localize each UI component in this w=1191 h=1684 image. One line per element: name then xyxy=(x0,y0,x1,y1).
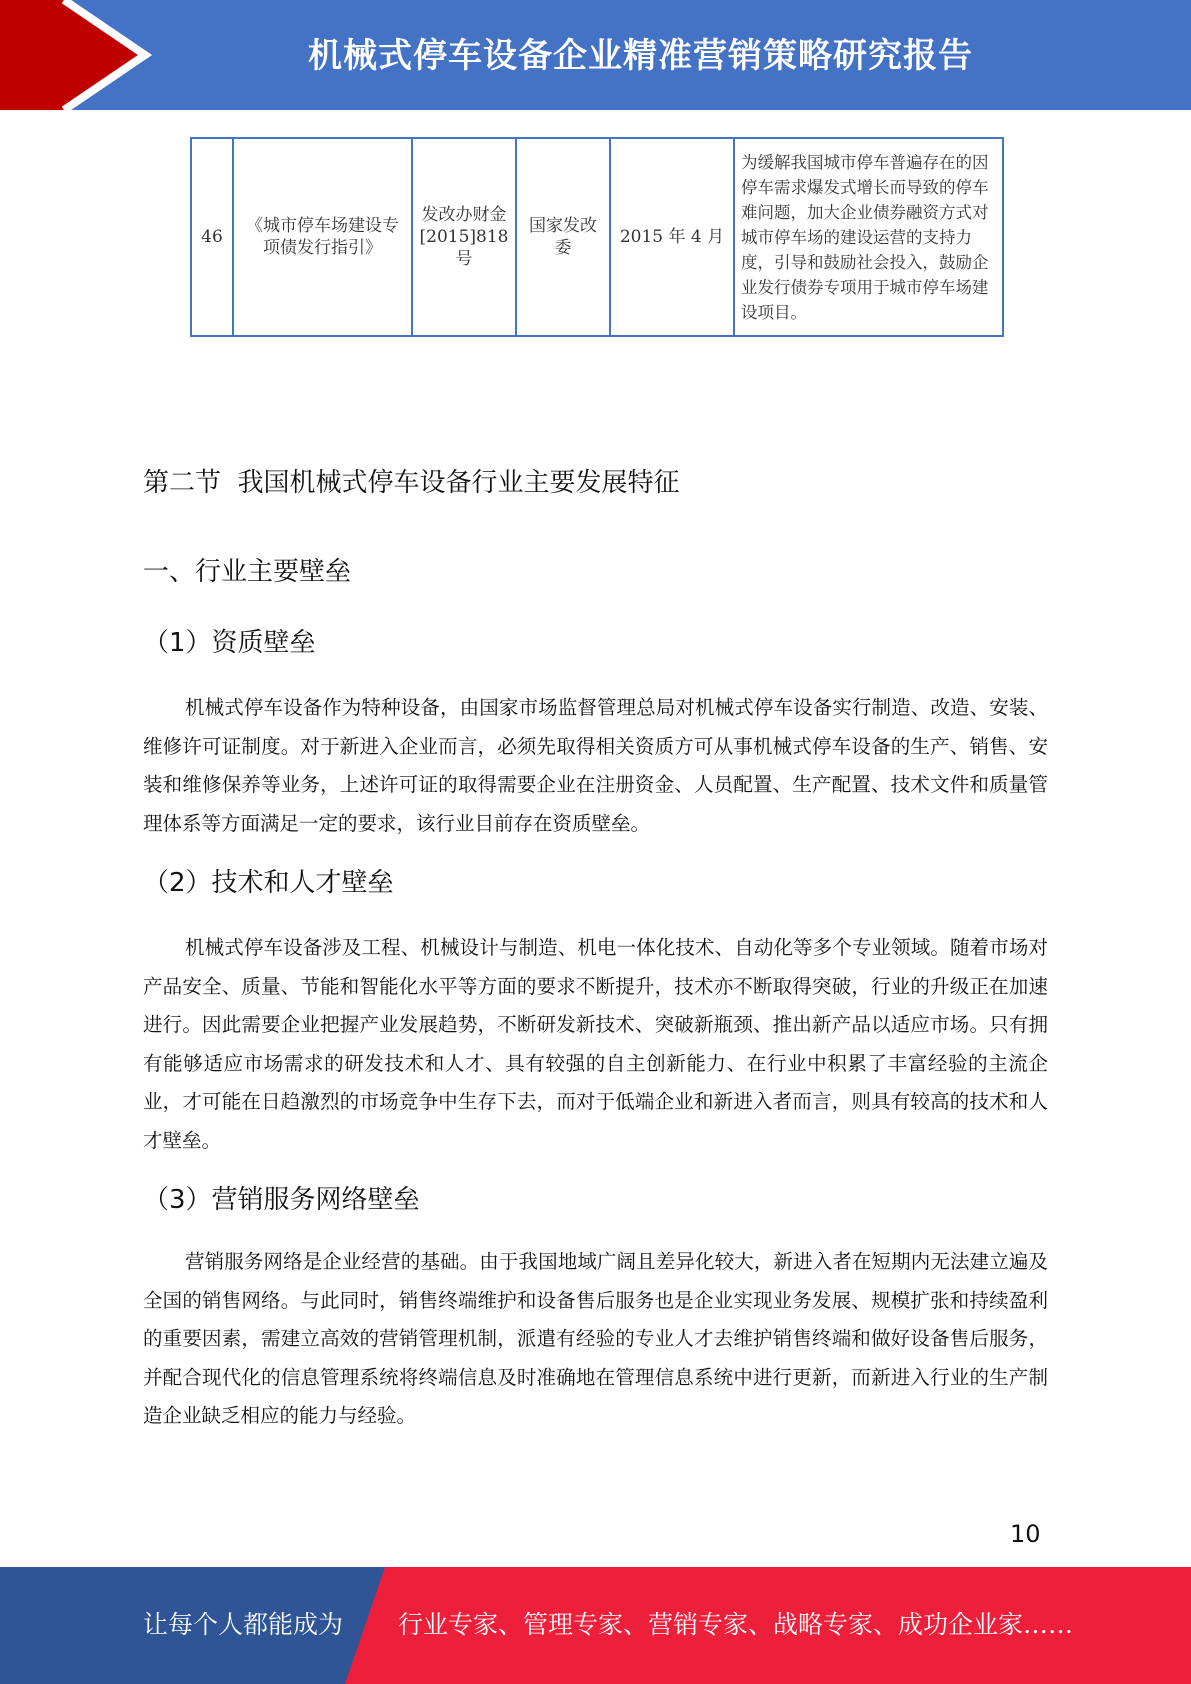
paragraph-qualification: 机械式停车设备作为特种设备，由国家市场监督管理总局对机械式停车设备实行制造、改造、安装、维修许可证制度。对于新进入企业而言，必须先取得相关资质方可从事机械式停车设备的生产、销售、安装和维修保养等业务，上述许可证的取得需要企业在注册资金、人员配置、生产配置、技术文件和质量管理体系等方面满足一定的要求，该行业目前存在资质壁垒。 xyxy=(143,696,1048,835)
footer-slogan-right: 行业专家、管理专家、营销专家、战略专家、成功企业家…… xyxy=(398,1610,1074,1639)
cell-policy-name: 《城市停车场建设专项债发行指引》 xyxy=(233,138,412,336)
cell-document-number: 发改办财金[2015]818号 xyxy=(412,138,516,336)
paragraph-technology-talent: 机械式停车设备涉及工程、机械设计与制造、机电一体化技术、自动化等多个专业领域。随着市场对产品安全、质量、节能和智能化水平等方面的要求不断提升，技术亦不断取得突破，行业的升级正在加速进行。因此需要企业把握产业发展趋势，不断研发新技术、突破新瓶颈、推出新产品以适应市场。只有拥有能够适应市场需求的研发技术和人才、具有较强的自主创新能力、在行业中积累了丰富经验的主流企业，才可能在日趋激烈的市场竞争中生存下去，而对于低端企业和新进入者而言，则具有较高的技术和人才壁垒。 xyxy=(143,936,1048,1152)
cell-number: 46 xyxy=(191,138,233,336)
page-header xyxy=(0,0,1191,110)
item-heading-technology-talent: （2）技术和人才壁垒 xyxy=(143,868,394,898)
item-heading-qualification: （1）资质壁垒 xyxy=(143,628,316,658)
section-heading: 第二节 我国机械式停车设备行业主要发展特征 xyxy=(143,468,680,498)
subsection-heading: 一、行业主要壁垒 xyxy=(143,557,352,587)
cell-date: 2015 年 4 月 xyxy=(610,138,734,336)
paragraph-sales-network: 营销服务网络是企业经营的基础。由于我国地域广阔且差异化较大，新进入者在短期内无法建立遍及全国的销售网络。与此同时，销售终端维护和设备售后服务也是企业实现业务发展、规模扩张和持续盈利的重要因素，需建立高效的营销管理机制，派遣有经验的专业人才去维护销售终端和做好设备售后服务，并配合现代化的信息管理系统将终端信息及时准确地在管理信息系统中进行更新，而新进入行业的生产制造企业缺乏相应的能力与经验。 xyxy=(143,1250,1048,1427)
cell-issuer: 国家发改委 xyxy=(516,138,610,336)
item-heading-sales-network: （3）营销服务网络壁垒 xyxy=(143,1185,420,1215)
page-number: 10 xyxy=(1010,1520,1041,1548)
footer-slogan-left: 让每个人都能成为 xyxy=(143,1610,344,1639)
report-title: 机械式停车设备企业精准营销策略研究报告 xyxy=(308,36,973,76)
table-row xyxy=(191,138,1003,336)
policy-table xyxy=(190,137,1004,337)
cell-description: 为缓解我国城市停车普遍存在的因停车需求爆发式增长而导致的停车难问题，加大企业债券融资方式对城市停车场的建设运营的支持力度，引导和鼓励社会投入，鼓励企业发行债券专项用于城市停车场建设项目。 xyxy=(734,138,1003,336)
page-footer xyxy=(0,1567,1191,1684)
